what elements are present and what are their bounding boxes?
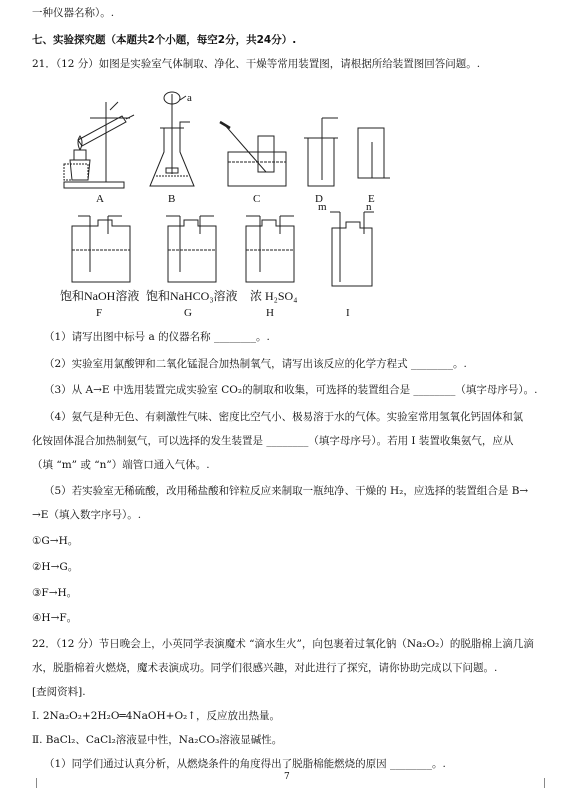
q22-intro-line1: 22．（12 分）节日晚会上，小英同学表演魔术 “滴水生火”，向包裹着过氧化钠（Na₂O₂）的脱脂棉上滴几滴 (32, 638, 534, 650)
q21-intro: 21．（12 分）如图是实验室气体制取、净化、干燥等常用装置图，请根据所给装置图回答问题。. (32, 58, 481, 70)
q22-part1: （1）同学们通过认真分析，从燃烧条件的角度得出了脱脂棉能燃烧的原因 ________。. (44, 758, 446, 770)
apparatus-i (330, 212, 374, 286)
apparatus-c (220, 122, 286, 186)
option-4: ④H→F。 (32, 612, 78, 624)
apparatus-figure (60, 88, 520, 320)
label-f: F (96, 307, 103, 319)
apparatus-d (304, 118, 338, 186)
apparatus-h (246, 216, 294, 282)
apparatus-g (166, 216, 216, 282)
mark-m: m (318, 201, 327, 213)
label-c: C (253, 193, 261, 205)
mark-a: a (187, 92, 192, 104)
q21-part4-line1: （4）氨气是种无色、有刺激性气味、密度比空气小、极易溶于水的气体。实验室常用氢氧化钙固体和氯 (44, 411, 524, 423)
label-g: G (184, 307, 192, 319)
option-1: ①G→H。 (32, 535, 79, 547)
reagent-g: 饱和NaHCO₃溶液 (146, 289, 238, 303)
label-a: A (96, 193, 104, 205)
q21-part1: （1）请写出图中标号 a 的仪器名称 ________。. (44, 331, 270, 343)
q21-part3: （3）从 A→E 中选用装置完成实验室 CO₂的制取和收集，可选择的装置组合是 ________（填字母序号）。. (44, 384, 538, 396)
apparatus-f (72, 216, 130, 282)
q22-reference-heading: [查阅资料]. (32, 686, 86, 698)
q21-part4-line2: 化铵固体混合加热制氨气，可以选择的发生装置是 ________（填字母序号）。若用 I 装置收集氨气，应从 (32, 435, 514, 447)
q21-part2: （2）实验室用氯酸钾和二氧化锰混合加热制氧气，请写出该反应的化学方程式 ________。. (44, 358, 467, 370)
label-i: I (346, 307, 350, 319)
q22-reference-1: Ⅰ. 2Na₂O₂+2H₂O═4NaOH+O₂↑，反应放出热量。 (32, 710, 281, 722)
option-3: ③F→H。 (32, 587, 78, 599)
corner-mark-left (36, 778, 37, 788)
label-d: D (315, 193, 323, 205)
option-2: ②H→G。 (32, 561, 79, 573)
apparatus-a (64, 102, 134, 188)
section-title: 七、实验探究题（本题共2个小题，每空2分，共24分）. (32, 34, 297, 46)
q22-reference-2: Ⅱ. BaCl₂、CaCl₂溶液显中性，Na₂CO₃溶液显碱性。 (32, 734, 283, 746)
label-h: H (266, 307, 274, 319)
apparatus-e (358, 128, 390, 178)
q21-part4-line3: （填 “m” 或 “n”）端管口通入气体。. (32, 459, 210, 471)
reagent-h: 浓 H₂SO₄ (250, 289, 298, 303)
page-number: 7 (284, 772, 290, 782)
q21-part5-line2: →E（填入数字序号）。. (32, 509, 142, 521)
top-line: 一种仪器名称）。. (32, 7, 115, 19)
mark-n: n (366, 201, 372, 213)
apparatus-b (150, 92, 194, 186)
q22-intro-line2: 水，脱脂棉着火燃烧，魔术表演成功。同学们很感兴趣，对此进行了探究，请你协助完成以下问题。. (32, 662, 498, 674)
label-e: E (368, 193, 375, 205)
label-b: B (168, 193, 176, 205)
reagent-f: 饱和NaOH溶液 (60, 289, 140, 303)
q21-part5-line1: （5）若实验室无稀硫酸，改用稀盐酸和锌粒反应来制取一瓶纯净、干燥的 H₂，应选择的装置组合是 B→ (44, 485, 529, 497)
corner-mark-right (544, 778, 545, 788)
